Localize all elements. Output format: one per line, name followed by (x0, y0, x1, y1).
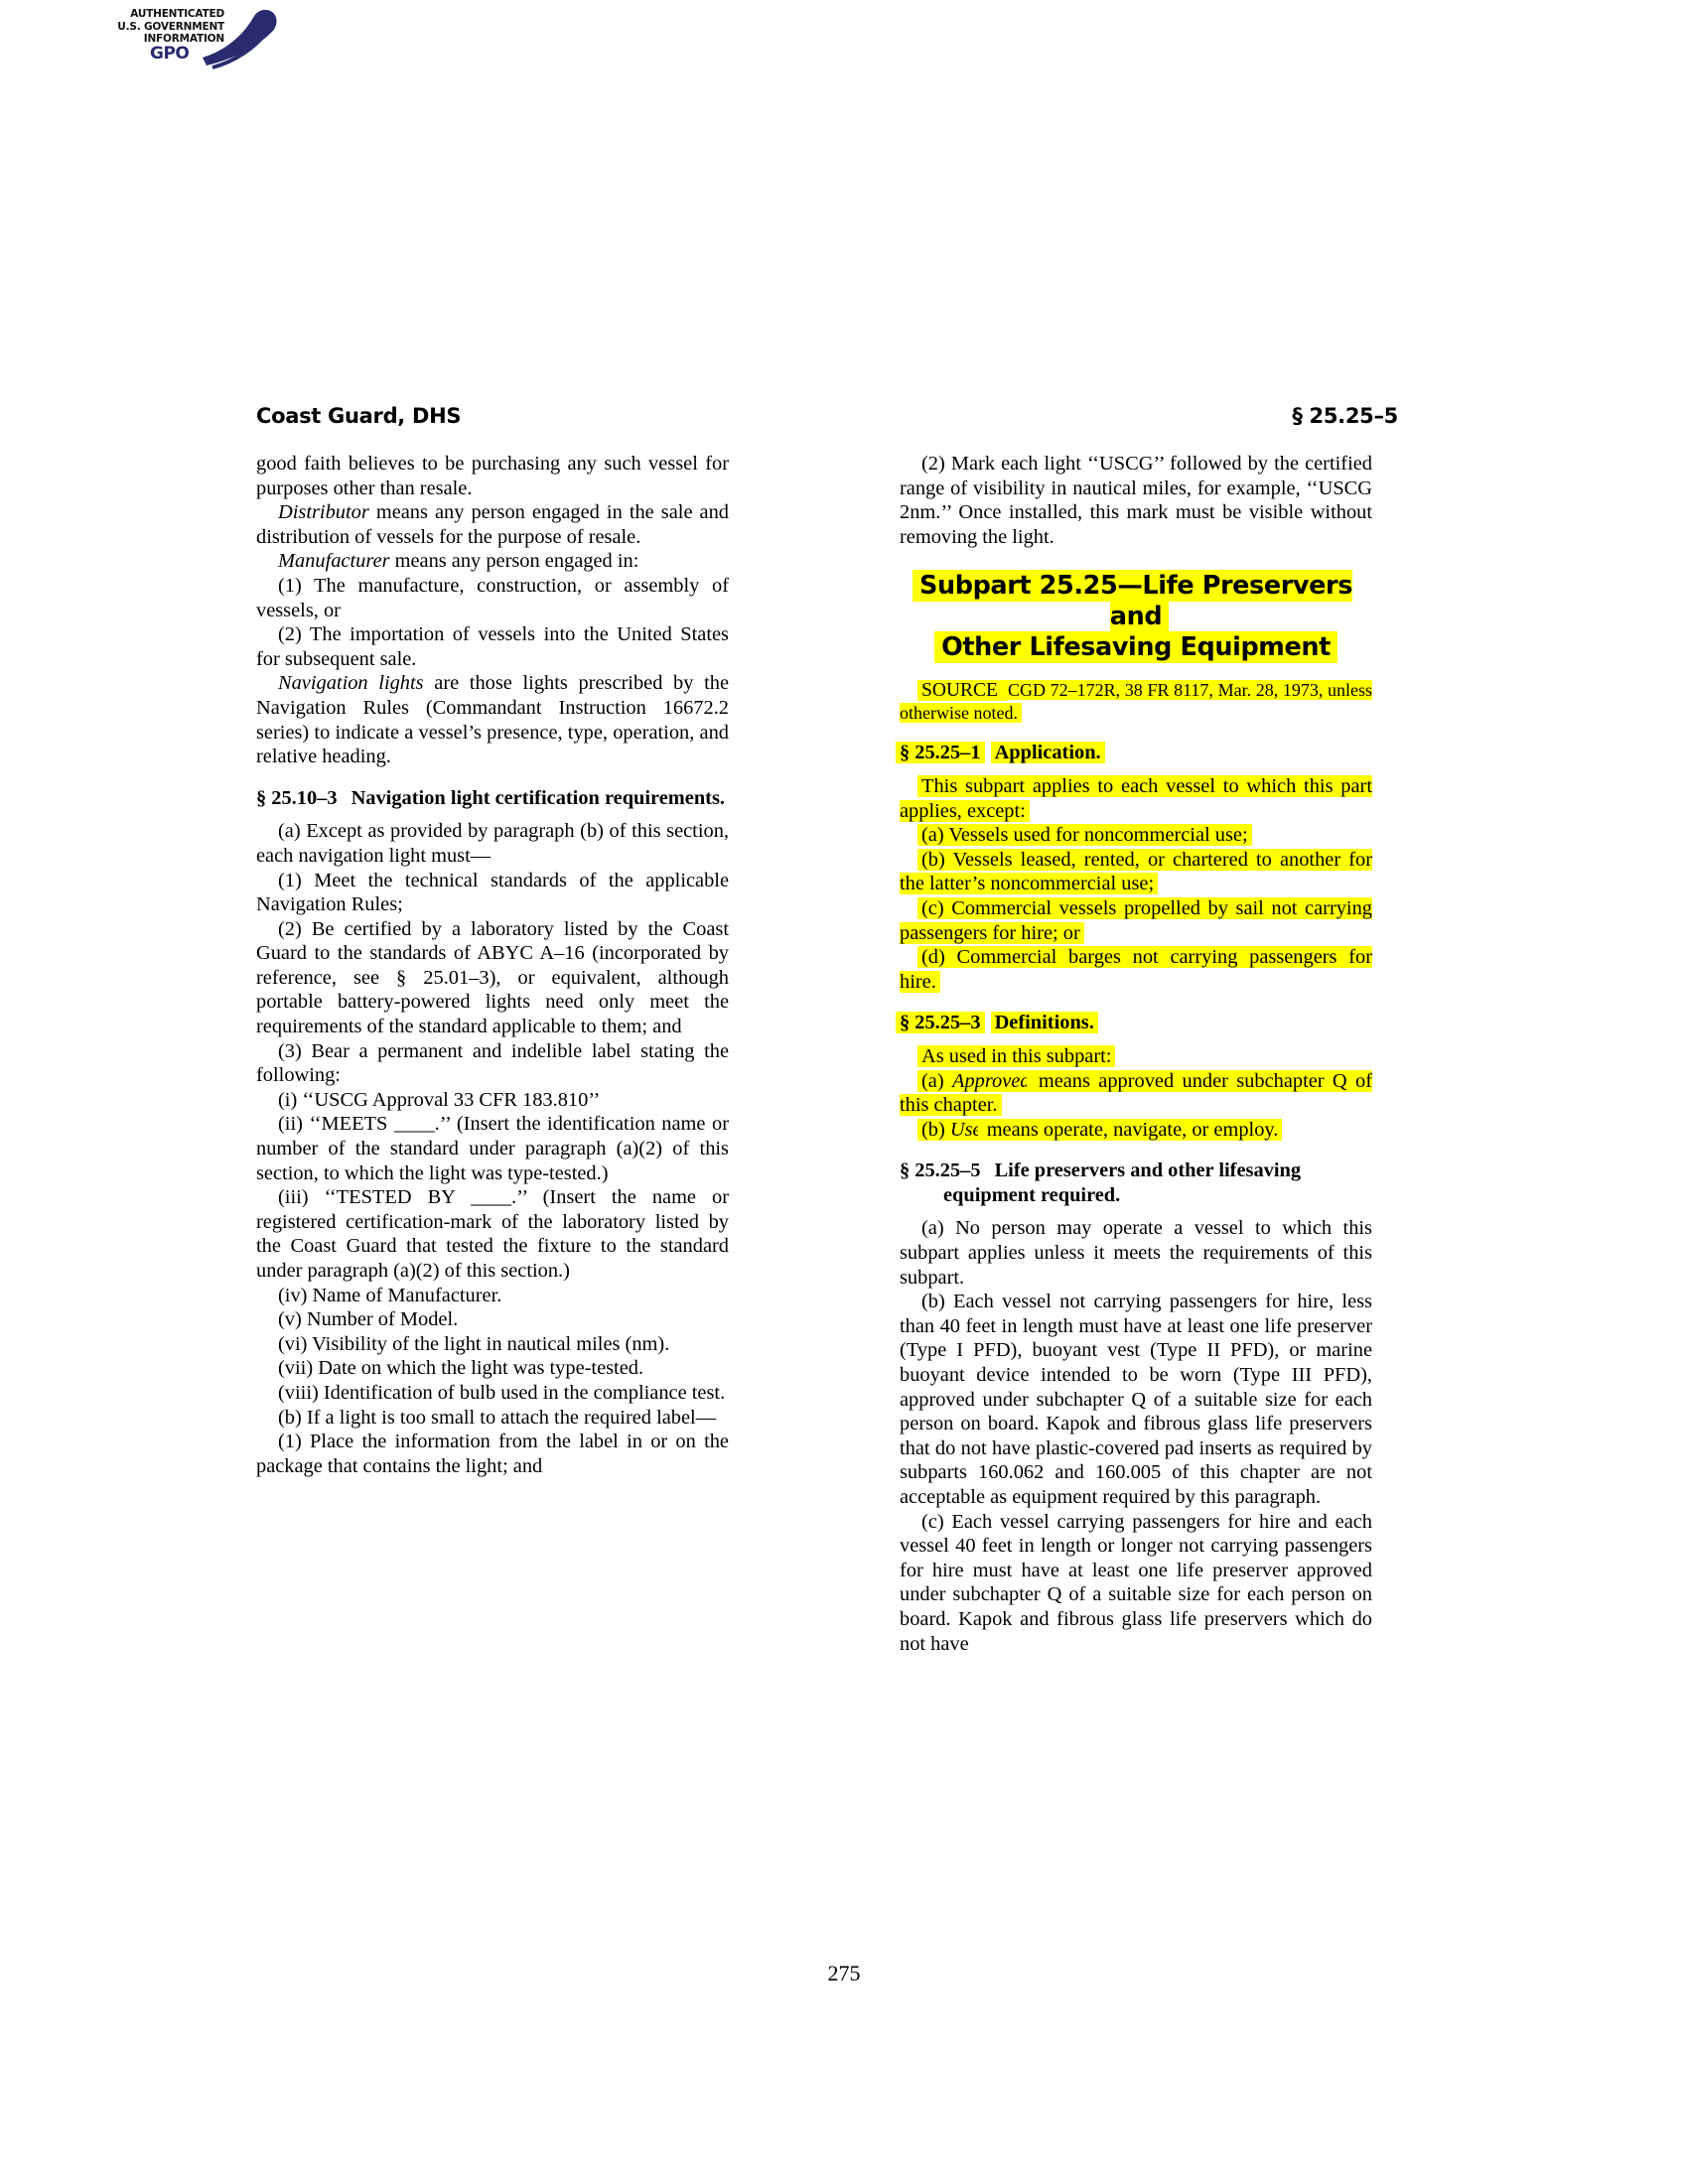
section-heading-25-10-3-title: Navigation light certification requirements. (351, 786, 725, 809)
para-def-use (900, 1118, 1372, 1143)
para-a-2 (256, 917, 729, 1039)
text-run: (b) If a light is too small to attach the required label— (278, 1406, 717, 1429)
gpo-logo-line-3: INFORMATION (143, 33, 224, 45)
section-heading-25-10-3 (256, 786, 729, 811)
para-a-3 (256, 1039, 729, 1088)
text-run: (a) Vessels used for noncommercial use; (921, 824, 1248, 847)
para-25-25-5-a (900, 1216, 1372, 1290)
defined-term: Manufacturer (278, 550, 390, 573)
para-25-25-1-c (900, 896, 1372, 945)
text-run: (b) (921, 1118, 950, 1141)
text-run: (v) Number of Model. (278, 1308, 459, 1331)
running-head (256, 404, 1398, 434)
para-a-except (256, 819, 729, 868)
para-applies-to-each-vessel (900, 774, 1372, 823)
para-25-25-5-b (900, 1290, 1372, 1509)
para-a-3-vii (256, 1356, 729, 1381)
subpart-heading-line-1: Subpart 25.25—Life Preservers and (919, 571, 1352, 632)
text-run: (viii) Identification of bulb used in the compliance test. (278, 1381, 726, 1404)
right-text-column (900, 452, 1372, 1656)
para-def-approved (900, 1069, 1372, 1118)
subpart-heading-line-2: Other Lifesaving Equipment (941, 632, 1331, 663)
para-25-25-1-b (900, 848, 1372, 896)
page-number: 275 (827, 1961, 861, 1985)
section-heading-25-25-1-title: Application. (994, 742, 1101, 764)
text-run: (a) No person may operate a vessel to which this subpart applies unless it meets the requirements of this subpart. (900, 1217, 1372, 1289)
section-heading-25-25-3 (900, 1011, 1372, 1035)
gpo-logo-line-1: AUTHENTICATED (130, 8, 224, 20)
para-a-3-i (256, 1088, 729, 1113)
para-manufacturer (256, 549, 729, 574)
text-run: As used in this subpart: (921, 1044, 1112, 1067)
left-text-column (256, 452, 729, 1478)
text-run: (ii) ‘‘MEETS ____.’’ (Insert the identification name or number of the standard under paragraph (a)(2) of this section, to which the light was type-tested.) (256, 1113, 729, 1184)
text-run: good faith believes to be purchasing any such vessel for purposes other than resale. (256, 453, 729, 499)
text-run: (b) Each vessel not carrying passengers for hire, less than 40 feet in length must have at least one life preserver (Type I PFD), buoyant vest (Type II PFD), or marine buoyant device intended to be worn (Type III PFD), approved under subchapter Q of a suitable size for each person on board. Kapok and fibrous glass life preservers that do not have plastic-covered pad inserts as required by subparts 160.062 and 160.005 of this chapter are not acceptable as equipment required by this paragraph. (900, 1291, 1372, 1508)
para-manufacturer-1 (256, 574, 729, 622)
text-run: (b) Vessels leased, rented, or chartered to another for the latter’s noncommercial use; (900, 848, 1372, 895)
gpo-wordmark: GPO (150, 44, 190, 64)
para-a-3-iv (256, 1284, 729, 1308)
text-run: (a) (921, 1069, 952, 1092)
text-run: (a) Except as provided by paragraph (b) of this section, each navigation light must— (256, 820, 729, 867)
para-b-1 (256, 1430, 729, 1478)
para-a-1 (256, 869, 729, 917)
para-as-used-in-this-subpart (900, 1044, 1372, 1069)
para-b-too-small (256, 1406, 729, 1431)
para-manufacturer-2 (256, 622, 729, 671)
section-heading-25-25-5 (900, 1159, 1372, 1207)
defined-term: Use (949, 1118, 982, 1141)
running-head-left: Coast Guard, DHS (256, 404, 462, 428)
text-run: (2) The importation of vessels into the United States for subsequent sale. (256, 623, 729, 670)
para-good-faith (256, 452, 729, 500)
section-heading-25-25-5-number: § 25.25–5 (900, 1160, 981, 1182)
subpart-25-25-heading (900, 571, 1372, 663)
section-heading-25-10-3-number: § 25.10–3 (256, 786, 338, 809)
text-run: are those lights prescribed by the Navigation Rules (Commandant Instruction 16672.2 series) to indicate a vessel’s presence, type, operation, and relative heading. (256, 672, 730, 768)
text-run: (3) Bear a permanent and indelible label stating the following: (256, 1039, 729, 1087)
para-25-25-1-a (900, 823, 1372, 848)
section-heading-25-25-1-number: § 25.25–1 (900, 742, 981, 764)
section-heading-25-25-5-title: Life preservers and other lifesaving equipment required. (943, 1160, 1302, 1206)
defined-term: Distributor (278, 501, 369, 524)
para-a-3-vi (256, 1332, 729, 1357)
section-heading-25-25-3-title: Definitions. (994, 1012, 1094, 1034)
text-run: This subpart applies to each vessel to which this part applies, except: (900, 774, 1372, 822)
para-navigation-lights (256, 671, 729, 768)
defined-term: Navigation lights (278, 672, 424, 695)
text-run: (2) Be certified by a laboratory listed by the Coast Guard to the standards of ABYC A–16 (incorporated by reference, see § 25.01–3), or equivalent, although portable battery-powered lights need only meet the requirements of the standard applicable to them; and (256, 917, 729, 1038)
text-run: (d) Commercial barges not carrying passengers for hire. (900, 946, 1372, 993)
defined-term: Approved (951, 1069, 1031, 1092)
para-a-3-iii (256, 1185, 729, 1283)
text-run: means any person engaged in the sale and distribution of vessels for the purpose of resale. (256, 501, 729, 548)
text-run: (iii) ‘‘TESTED BY ____.’’ (Insert the name or registered certification-mark of the laboratory listed by the Coast Guard that tested the fixture to the standard under paragraph (a)(2) of this section.) (256, 1186, 729, 1282)
source-note-label: SOURCE: (921, 680, 1004, 702)
text-run: means operate, navigate, or employ. (981, 1118, 1279, 1141)
text-run: means approved under subchapter Q of this chapter. (900, 1069, 1372, 1117)
text-run: (1) The manufacture, construction, or assembly of vessels, or (256, 574, 729, 621)
para-a-3-viii (256, 1381, 729, 1406)
text-run: (1) Meet the technical standards of the applicable Navigation Rules; (256, 869, 729, 916)
source-note-text: CGD 72–172R, 38 FR 8117, Mar. 28, 1973, unless otherwise noted. (900, 680, 1372, 724)
text-run: (vii) Date on which the light was type-tested. (278, 1357, 644, 1380)
text-run: (c) Commercial vessels propelled by sail not carrying passengers for hire; or (900, 896, 1372, 944)
section-heading-25-25-3-number: § 25.25–3 (900, 1012, 981, 1034)
text-run: (i) ‘‘USCG Approval 33 CFR 183.810’’ (278, 1088, 601, 1111)
text-run: (iv) Name of Manufacturer. (278, 1284, 502, 1306)
para-mark-each-light (900, 452, 1372, 549)
para-25-25-5-c (900, 1510, 1372, 1657)
para-25-25-1-d (900, 945, 1372, 994)
text-run: (1) Place the information from the label in or on the package that contains the light; and (256, 1431, 729, 1477)
section-heading-25-25-1 (900, 741, 1372, 765)
para-a-3-ii (256, 1112, 729, 1185)
text-run: means any person engaged in: (389, 550, 639, 573)
source-note (900, 679, 1372, 724)
gpo-logo-line-2: U.S. GOVERNMENT (117, 20, 224, 33)
para-distributor (256, 500, 729, 549)
text-run: (c) Each vessel carrying passengers for hire and each vessel 40 feet in length or longer not carrying passengers for hire must have at least one life preserver approved under subchapter Q of a suitable size for each person on board. Kapok and fibrous glass life preservers which do not have (900, 1510, 1372, 1655)
text-run: (vi) Visibility of the light in nautical miles (nm). (278, 1332, 670, 1355)
text-run: (2) Mark each light ‘‘USCG’’ followed by the certified range of visibility in nautical miles, for example, ‘‘USCG 2nm.’’ Once installed, this mark must be visible without removing the light. (900, 453, 1372, 548)
running-head-right: § 25.25–5 (1292, 404, 1398, 428)
para-a-3-v (256, 1307, 729, 1332)
